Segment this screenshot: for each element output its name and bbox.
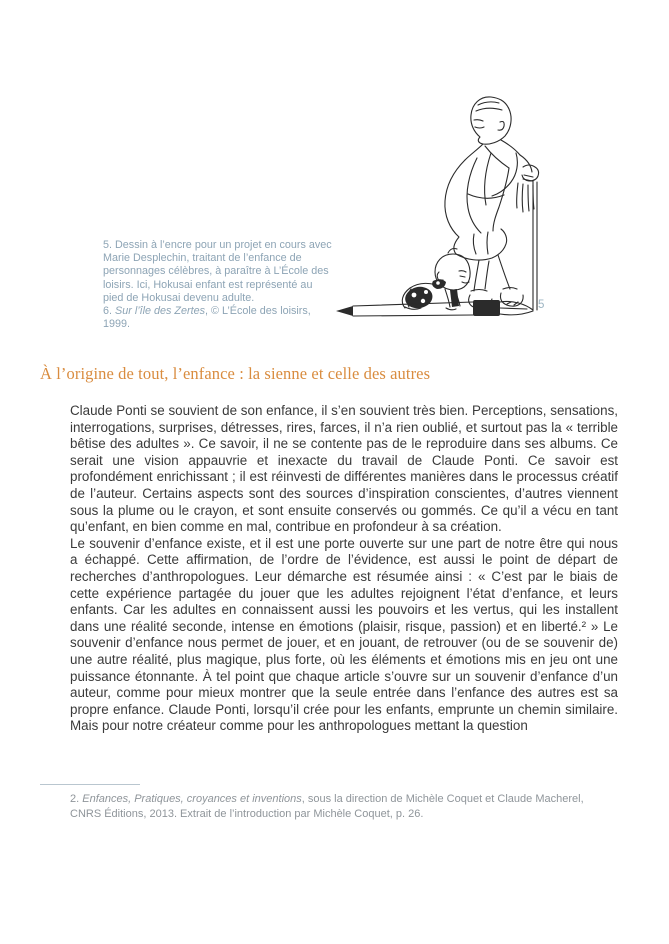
figure-caption [103, 239, 335, 331]
caption-note-5: 5. Dessin à l’encre pour un projet en cours avec Marie Desplechin, traitant de l’enfance de personnages célèbres, à paraître à L’École des loisirs. Ici, Hokusai enfant est représenté au pied de Hokusai devenu adulte. [103, 239, 332, 304]
footnote-number: 2. [70, 793, 83, 805]
section-heading: À l’origine de tout, l’enfance : la sienne et celle des autres [40, 364, 431, 383]
footnote-rule [40, 784, 140, 785]
caption-note-6-suffix: , © L’École des loisirs, 1999. [103, 305, 311, 331]
footnote-rest: , sous la direction de Michèle Coquet et Claude Macherel, CNRS Éditions, 2013. Extrait de l’introduction par Michèle Coquet, p. 26. [70, 793, 584, 820]
caption-note-6 [103, 305, 335, 331]
footnote-title: Enfances, Pratiques, croyances et inventions [82, 793, 302, 805]
hokusai-ink-drawing [333, 83, 548, 323]
body-text [70, 403, 618, 735]
body-paragraph-1: Claude Ponti se souvient de son enfance, il s’en souvient très bien. Perceptions, sensations, interrogations, surprises, détresses, rires, farces, il n’a rien oublié, et surtout pas la « terrible bêtise des adultes ». Ce savoir, il ne se contente pas de le reproduire dans ses albums. Ce serait une vision appauvrie et inexacte du travail de Claude Ponti. Ce savoir est profondément enrichissant ; il est réinvesti de différentes manières dans le processus créatif de l’auteur. Certains aspects sont des sources d’inspiration conscientes, d’autres viennent sous la plume ou le crayon, et sont ensuite conservés ou gommés. Ce qu’il a vécu en tant qu’enfant, en bien comme en mal, contribue en profondeur à sa création. [70, 403, 618, 535]
caption-note-6-prefix: 6. [103, 305, 116, 318]
page-number: 5 [538, 299, 545, 311]
caption-note-6-title: Sur l’île des Zertes [115, 305, 206, 318]
body-paragraph-2: Le souvenir d’enfance existe, et il est une porte ouverte sur une part de notre être qui nous a échappé. Cette affirmation, de l’ordre de l’évidence, est aussi le point de départ de recherches d’anthropologues. Leur démarche est résumée ainsi : « C’est par le biais de cette expérience partagée du jouer que les adultes rejoignent l’état d’enfance, et leurs enfants. Car les adultes en connaissent aussi les pouvoirs et les vertus, qui les installent dans une réalité seconde, intense en émotions (plaisir, risque, passion) et en liberté.² » Le souvenir d’enfance nous permet de jouer, et en jouant, de retrouver (ou de se souvenir de) une autre réalité, plus magique, plus forte, où les éléments et émotions mis en jeu ont une puissance étonnante. À tel point que chaque article s’ouvre sur un souvenir d’enfance d’un auteur, comme pour mieux montrer que la seule entrée dans l’enfance des autres est sa propre enfance. Claude Ponti, lorsqu’il crée pour les enfants, emprunte un chemin similaire. Mais pour notre créateur comme pour les anthropologues mettant la question [70, 535, 618, 734]
footnote [70, 792, 594, 821]
